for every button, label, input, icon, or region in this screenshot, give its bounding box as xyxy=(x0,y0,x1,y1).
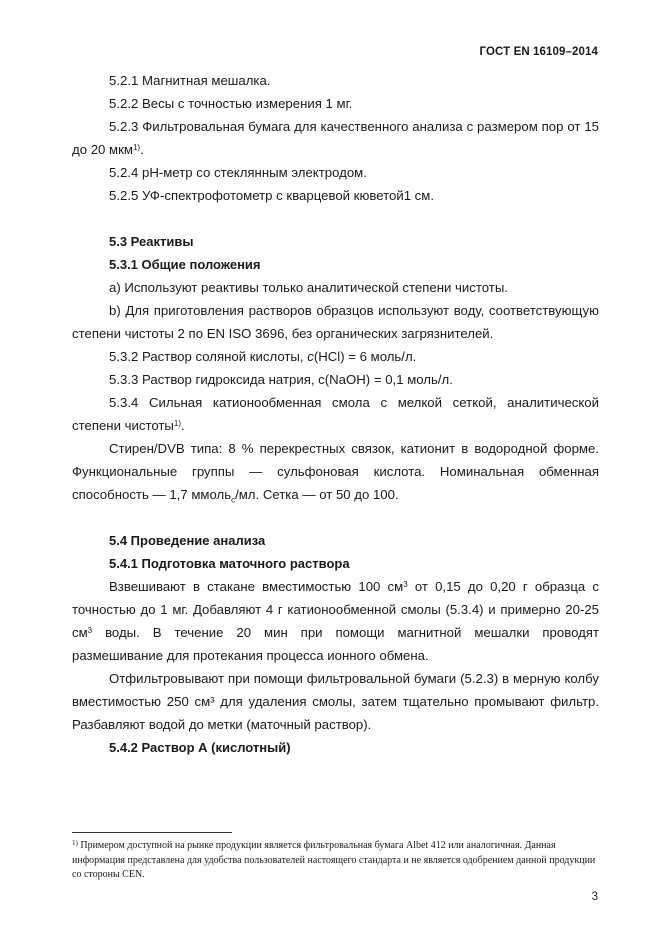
standard-header: ГОСТ EN 16109–2014 xyxy=(479,46,598,58)
para-5-3-1-a: a) Используют реактивы только аналитической степени чистоты. xyxy=(109,280,508,295)
spacer xyxy=(72,207,599,230)
item-5-3-4 xyxy=(72,391,599,437)
footnote-divider xyxy=(72,832,232,833)
item-5-3-2-post: (HCl) = 6 моль/л. xyxy=(313,349,417,364)
resin-post: /мл. Сетка — от 50 до 100. xyxy=(235,487,399,502)
item-5-2-3-text: 5.2.3 Фильтровальная бумага для качественного анализа с размером пор от 15 до 20 мкм xyxy=(72,119,599,157)
item-5-2-3-end: . xyxy=(140,142,144,157)
item-5-2-2: 5.2.2 Весы с точностью измерения 1 мг. xyxy=(109,96,353,111)
superscript-3: 3 xyxy=(87,626,93,635)
para-5-4-1-a: Взвешивают в стакане вместимостью 100 см xyxy=(109,579,404,594)
document-body xyxy=(72,69,599,759)
item-5-2-4: 5.2.4 pH-метр со стеклянным электродом. xyxy=(109,165,367,180)
para-5-3-1-b: b) Для приготовления растворов образцов используют воду, соответствующую степени чистоты 2 по EN ISO 3696, без органических загрязнителей. xyxy=(72,303,599,341)
section-5-4-2-title: 5.4.2 Раствор А (кислотный) xyxy=(109,740,291,755)
footnote-marker: 1) xyxy=(72,839,78,847)
para-5-4-1-b: от 0,15 до 0,20 г образца с точностью до 1 мг. Добавляют 4 г катионообменной смолы (5.3.4) и примерно 20-25 см xyxy=(72,579,600,640)
footnote xyxy=(72,839,599,883)
spacer xyxy=(72,506,599,529)
resin-sub: c xyxy=(231,495,236,505)
item-5-2-3 xyxy=(72,115,599,161)
superscript-3: 3 xyxy=(403,580,408,589)
section-5-3-title: 5.3 Реактивы xyxy=(109,234,194,249)
footnote-ref: 1) xyxy=(173,419,182,428)
footnote-ref: 1) xyxy=(132,143,141,152)
item-5-2-5: 5.2.5 УФ-спектрофотометр с кварцевой кюветой1 см. xyxy=(109,188,435,203)
item-5-3-2-c: c xyxy=(307,349,314,364)
section-5-4-1-title: 5.4.1 Подготовка маточного раствора xyxy=(109,556,350,571)
section-5-3-1-title: 5.3.1 Общие положения xyxy=(109,257,261,272)
item-5-3-4-end: . xyxy=(181,418,185,433)
footnote-text: Примером доступной на рынке продукции является фильтровальная бумага Albet 412 или аналогичная. Данная информация представлена для удобства пользователей настоящего стандарта и не является одобрением данной продукции со стороны CEN. xyxy=(72,840,596,880)
para-5-4-1-filtering: Отфильтровывают при помощи фильтровальной бумаги (5.2.3) в мерную колбу вместимостью 250 см³ для удаления смолы, затем тщательно промывают фильтр. Разбавляют водой до метки (маточный раствор). xyxy=(72,671,599,732)
para-5-4-1-c: воды. В течение 20 мин при помощи магнитной мешалки проводят размешивание для протекания процесса ионного обмена. xyxy=(72,625,599,663)
item-5-2-1: 5.2.1 Магнитная мешалка. xyxy=(109,73,271,88)
section-5-4-title: 5.4 Проведение анализа xyxy=(109,533,266,548)
para-5-4-1-weighing xyxy=(72,575,599,667)
item-5-3-4-text: 5.3.4 Сильная катионообменная смола с мелкой сеткой, аналитической степени чистоты xyxy=(72,395,599,433)
resin-pre: Стирен/DVB типа: 8 % перекрестных связок, катионит в водородной форме. Функциональные группы — сульфоновая кислота. Номинальная обменная способность — 1,7 ммоль xyxy=(72,441,599,502)
item-5-3-2 xyxy=(72,345,599,368)
page-number: 3 xyxy=(591,891,598,903)
resin-description xyxy=(72,437,599,506)
item-5-3-3: 5.3.3 Раствор гидроксида натрия, c(NaOH) = 0,1 моль/л. xyxy=(109,372,453,387)
item-5-3-2-pre: 5.3.2 Раствор соляной кислоты, xyxy=(109,349,308,364)
